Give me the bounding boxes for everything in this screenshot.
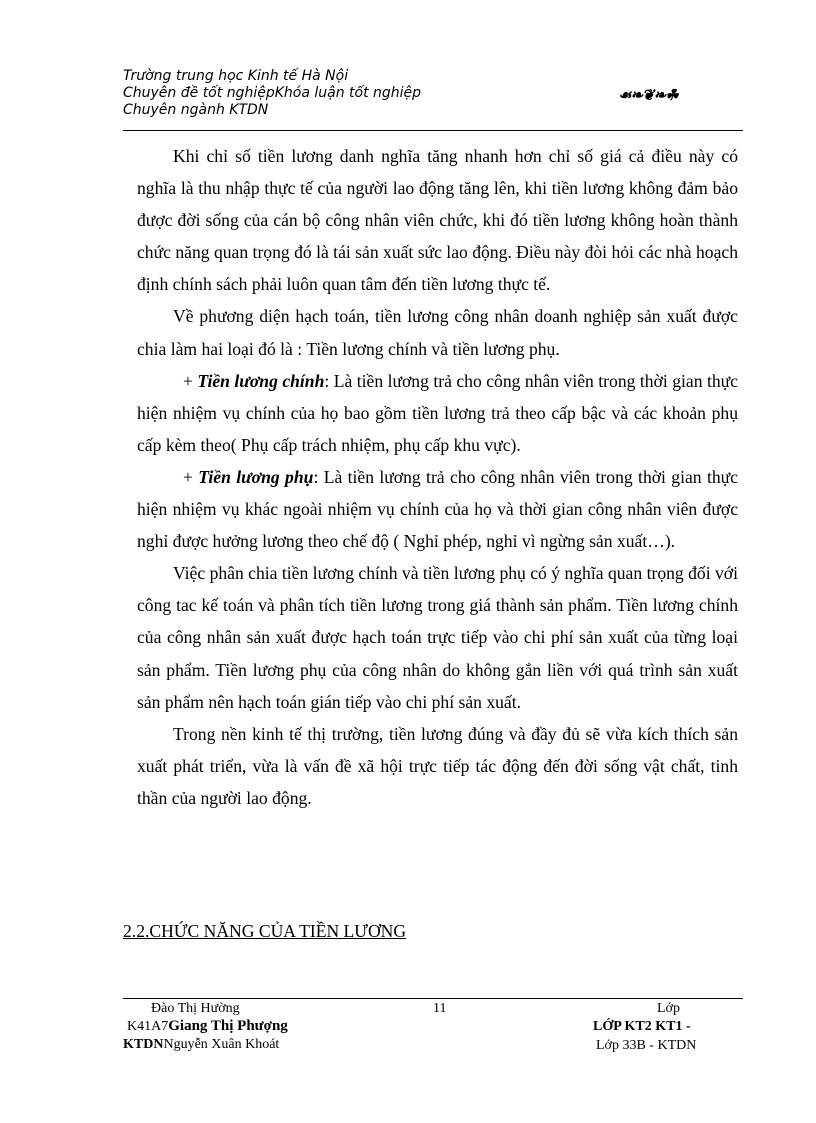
- paragraph-market-economy: Trong nền kinh tế thị trường, tiền lương đúng và đầy đủ sẽ vừa kích thích sản xuất phát triển, vừa là vấn đề xã hội trực tiếp tác động đến đời sống vật chất, tinh thần của người lao động.: [137, 723, 738, 808]
- paragraph-wage-types: Về phương diện hạch toán, tiền lương công nhân doanh nghiệp sản xuất được chia làm hai loại đó là : Tiền lương chính và tiền lương phụ.: [137, 306, 738, 359]
- footer-class-3: Lớp 33B - KTDN: [596, 1038, 697, 1053]
- term-extra-wage: Tiền lương phụ: [198, 466, 314, 487]
- header-divider: [123, 130, 743, 131]
- paragraph-wage-accounting: Việc phân chia tiền lương chính và tiền lương phụ có ý nghĩa quan trọng đối với công tac kế toán và phân tích tiền lương trong giá thành sản phẩm. Tiền lương chính của công nhân sản xuất được hạch toán trực tiếp vào chi phí sản xuất của từng loại sản phẩm. Tiền lương phụ của công nhân do không gắn liền với quá trình sản xuất sản phẩm nên hạch toán gián tiếp vào chi phí sản xuất.: [137, 563, 738, 712]
- page-footer: [123, 1000, 743, 1060]
- footer-author-line3: [123, 1037, 279, 1053]
- bullet-plus: +: [183, 466, 199, 487]
- header-document-type: Chuyên đề tốt nghiệpKhóa luận tốt nghiệp: [123, 85, 422, 101]
- header-ornament-icon: ☙❧❦❧☘: [618, 86, 678, 104]
- header-major: Chuyên ngành KTDN: [123, 102, 269, 118]
- footer-author-line2: [127, 1018, 288, 1035]
- footer-major-code: KTDN: [123, 1037, 164, 1052]
- extra-wage-definition: : Là tiền lương trả cho công nhân viên trong thời gian thực hiện nhiệm vụ khác ngoài nhiệm vụ chính của họ và thời gian công nhân viên được nghỉ được hưởng lương theo chế độ ( Nghỉ phép, nghỉ vì ngừng sản xuất…).: [137, 466, 738, 552]
- footer-class-label: Lớp: [657, 1001, 680, 1016]
- footer-author-name-2: Giang Thị Phượng: [168, 1018, 288, 1034]
- paragraph-extra-wage: [137, 461, 738, 557]
- footer-class-2: LỚP KT2 KT1 -: [593, 1019, 691, 1034]
- footer-divider: [123, 998, 743, 999]
- page-number: 11: [433, 1001, 447, 1016]
- paragraph-real-wage: Khi chỉ số tiền lương danh nghĩa tăng nhanh hơn chỉ số giá cả điều này có nghĩa là thu nhập thực tế của người lao động tăng lên, khi tiền lương không đảm bảo được đời sống của cán bộ công nhân viên chức, khi đó tiền lương không hoàn thành chức năng quan trọng đó là tái sản xuất sức lao động. Điều này đòi hỏi các nhà hoạch định chính sách phải luôn quan tâm đến tiền lương thực tế.: [137, 146, 738, 295]
- section-heading: 2.2.CHỨC NĂNG CỦA TIỀN LƯƠNG: [123, 921, 407, 941]
- bullet-plus: +: [183, 370, 198, 391]
- document-body: [137, 140, 738, 814]
- term-main-wage: Tiền lương chính: [197, 370, 325, 391]
- main-wage-definition: : Là tiền lương trả cho công nhân viên trong thời gian thực hiện nhiệm vụ chính của họ bao gồm tiền lương trả theo cấp bậc và các khoản phụ cấp kèm theo( Phụ cấp trách nhiệm, phụ cấp khu vực).: [137, 370, 738, 455]
- header-school-name: Trường trung học Kinh tế Hà Nội: [123, 68, 349, 84]
- footer-author-name: Đào Thị Hường: [151, 1001, 240, 1016]
- footer-author-name-3: Nguyễn Xuân Khoát: [163, 1037, 280, 1052]
- paragraph-main-wage: [137, 365, 738, 461]
- footer-class-code: K41A7: [127, 1019, 169, 1034]
